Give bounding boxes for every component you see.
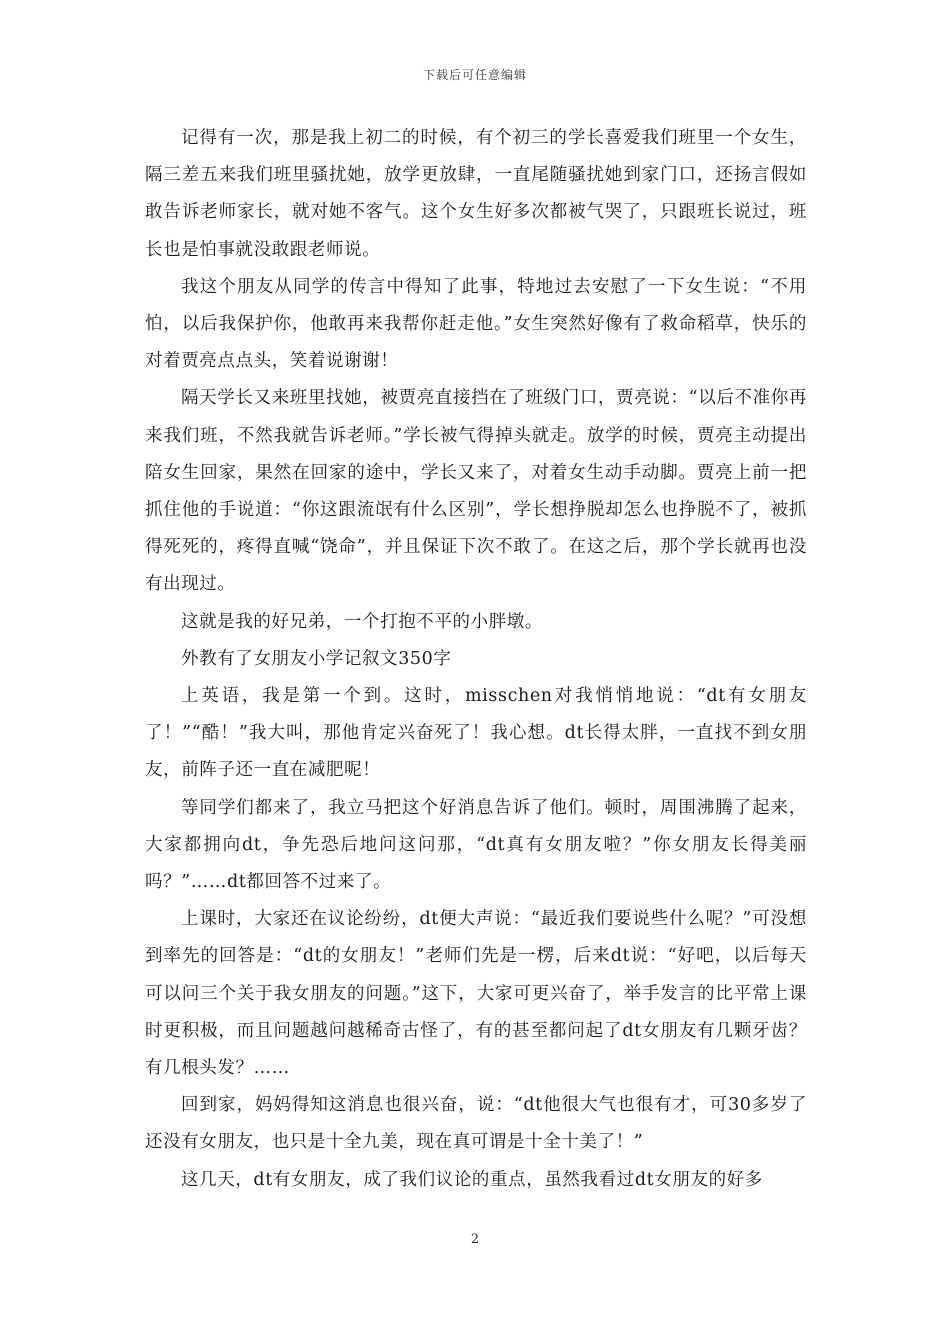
paragraph: 上英语，我是第一个到。这时，misschen对我悄悄地说：“dt有女朋友了！”“酷！”我大叫，那他肯定兴奋死了！我心想。dt长得太胖，一直找不到女朋友，前阵子还一直在减肥呢！ (145, 686, 807, 781)
page-number: 2 (470, 1232, 480, 1247)
paragraph: 隔天学长又来班里找她，被贾亮直接挡在了班级门口，贾亮说：“以后不准你再来我们班，不然我就告诉老师。”学长被气得掉头就走。放学的时候，贾亮主动提出陪女生回家，果然在回家的途中，学长又来了，对着女生动手动脚。贾亮上前一把抓住他的手说道：“你这跟流氓有什么区别”，学长想挣脱却怎么也挣脱不了，被抓得死死的，疼得直喊“饶命”，并且保证下次不敢了。在这之后，那个学长就再也没有出现过。 (145, 388, 807, 595)
paragraph: 上课时，大家还在议论纷纷，dt便大声说：“最近我们要说些什么呢？”可没想到率先的回答是：“dt的女朋友！”老师们先是一楞，后来dt说：“好吧，以后每天可以问三个关于我女朋友的问题。”这下，大家可更兴奋了，举手发言的比平常上课时更积极，而且问题越问越稀奇古怪了，有的甚至都问起了dt女朋友有几颗牙齿？有几根头发？…… (145, 909, 807, 1079)
paragraph: 记得有一次，那是我上初二的时候，有个初三的学长喜爱我们班里一个女生，隔三差五来我们班里骚扰她，放学更放肆，一直尾随骚扰她到家门口，还扬言假如敢告诉老师家长，就对她不客气。这个女生好多次都被气哭了，只跟班长说过，班长也是怕事就没敢跟老师说。 (145, 128, 807, 260)
page-header: 下载后可任意编辑 (422, 68, 527, 82)
paragraph: 这几天，dt有女朋友，成了我们议论的重点，虽然我看过dt女朋友的好多 (181, 1169, 763, 1190)
paragraph: 这就是我的好兄弟，一个打抱不平的小胖墩。 (181, 611, 543, 632)
paragraph: 等同学们都来了，我立马把这个好消息告诉了他们。顿时，周围沸腾了起来，大家都拥向dt，争先恐后地问这问那，“dt真有女朋友啦？”你女朋友长得美丽吗？”……dt都回答不过来了。 (145, 797, 807, 893)
paragraph: 我这个朋友从同学的传言中得知了此事，特地过去安慰了一下女生说：“不用怕，以后我保护你，他敢再来我帮你赶走他。”女生突然好像有了救命稻草，快乐的对着贾亮点点头，笑着说谢谢！ (145, 276, 807, 372)
document-body (145, 120, 807, 1199)
section-title: 外教有了女朋友小学记叙文350字 (181, 648, 452, 669)
paragraph: 回到家，妈妈得知这消息也很兴奋，说：“dt他很大气也很有才，可30多岁了还没有女朋友，也只是十全九美，现在真可谓是十全十美了！” (145, 1095, 807, 1153)
